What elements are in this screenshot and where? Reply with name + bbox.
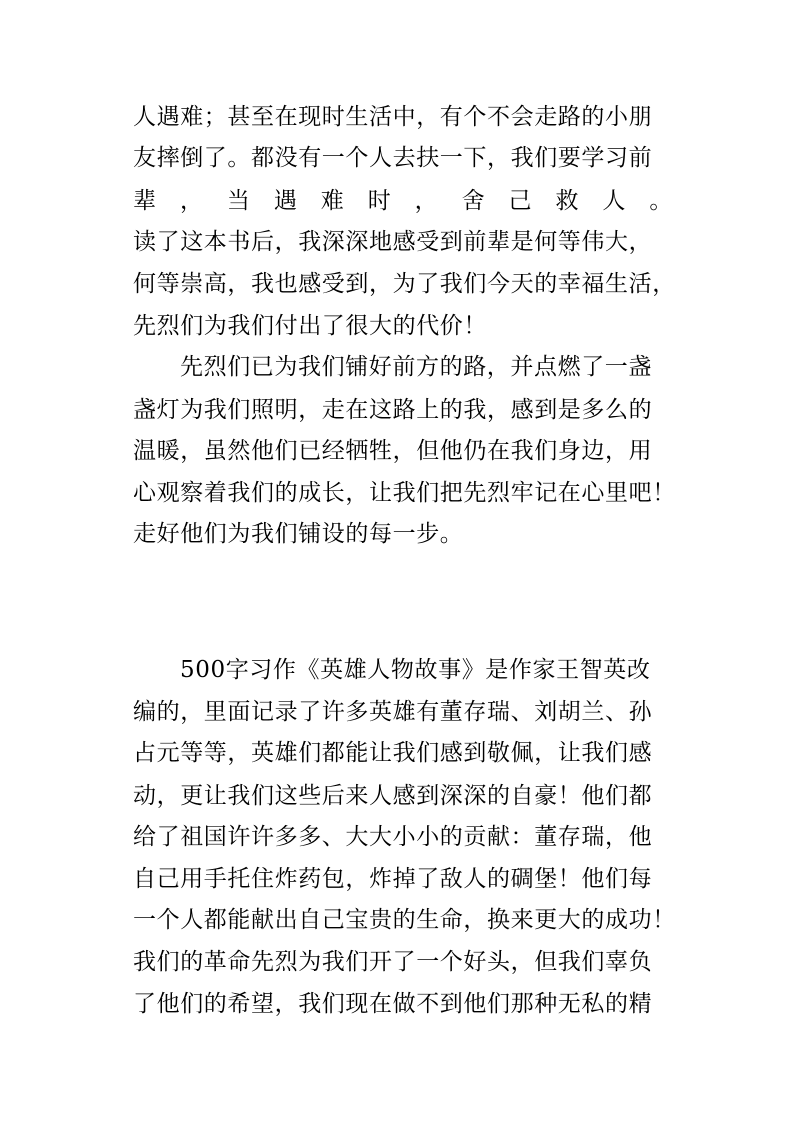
spread-char: 当 xyxy=(226,188,251,214)
text-line: 心观察着我们的成长，让我们把先烈牢记在心里吧！ xyxy=(133,480,676,506)
spread-char: 难 xyxy=(320,188,345,214)
spread-char: 。 xyxy=(649,188,673,214)
text-line: 温暖，虽然他们已经牺牲，但他仍在我们身边，用 xyxy=(133,438,653,464)
spread-char: ， xyxy=(179,188,204,214)
text-line: 给了祖国许许多多、大大小小的贡献：董存瑞，他 xyxy=(133,824,653,850)
text-line: 先烈们已为我们铺好前方的路，并点燃了一盏 xyxy=(180,354,652,380)
text-line: 动，更让我们这些后来人感到深深的自豪！他们都 xyxy=(133,783,653,809)
text-line: 人遇难；甚至在现时生活中，有个不会走路的小朋 xyxy=(133,104,653,130)
text-line: 自己用手托住炸药包，炸掉了敌人的碉堡！他们每 xyxy=(133,866,653,892)
text-line: 友摔倒了。都没有一个人去扶一下，我们要学习前 xyxy=(133,145,653,171)
text-line: 走好他们为我们铺设的每一步。 xyxy=(133,521,464,547)
text-line: 先烈们为我们付出了很大的代价！ xyxy=(133,313,487,339)
spread-char: 时 xyxy=(367,188,392,214)
spread-char: 救 xyxy=(555,188,580,214)
spread-char: 遇 xyxy=(273,188,298,214)
text-line: 编的，里面记录了许多英雄有董存瑞、刘胡兰、孙 xyxy=(133,699,653,725)
spread-char: 己 xyxy=(508,188,533,214)
text-line: 500字习作《英雄人物故事》是作家王智英改 xyxy=(180,657,651,683)
spread-char: 舍 xyxy=(461,188,486,214)
spread-char: 辈 xyxy=(133,188,157,214)
text-line: 一个人都能献出自己宝贵的生命，换来更大的成功！ xyxy=(133,907,676,933)
text-line: 读了这本书后，我深深地感受到前辈是何等伟大， xyxy=(133,229,653,255)
text-line: 盏灯为我们照明，走在这路上的我，感到是多么的 xyxy=(133,397,653,423)
text-line: 了他们的希望，我们现在做不到他们那种无私的精 xyxy=(133,991,653,1017)
text-line: 我们的革命先烈为我们开了一个好头，但我们辜负 xyxy=(133,949,653,975)
spread-text-line xyxy=(133,186,673,216)
spread-char: 人 xyxy=(602,188,626,214)
text-line: 何等崇高，我也感受到，为了我们今天的幸福生活， xyxy=(133,271,676,297)
spread-char: ， xyxy=(414,188,439,214)
text-line: 占元等等，英雄们都能让我们感到敬佩，让我们感 xyxy=(133,740,653,766)
